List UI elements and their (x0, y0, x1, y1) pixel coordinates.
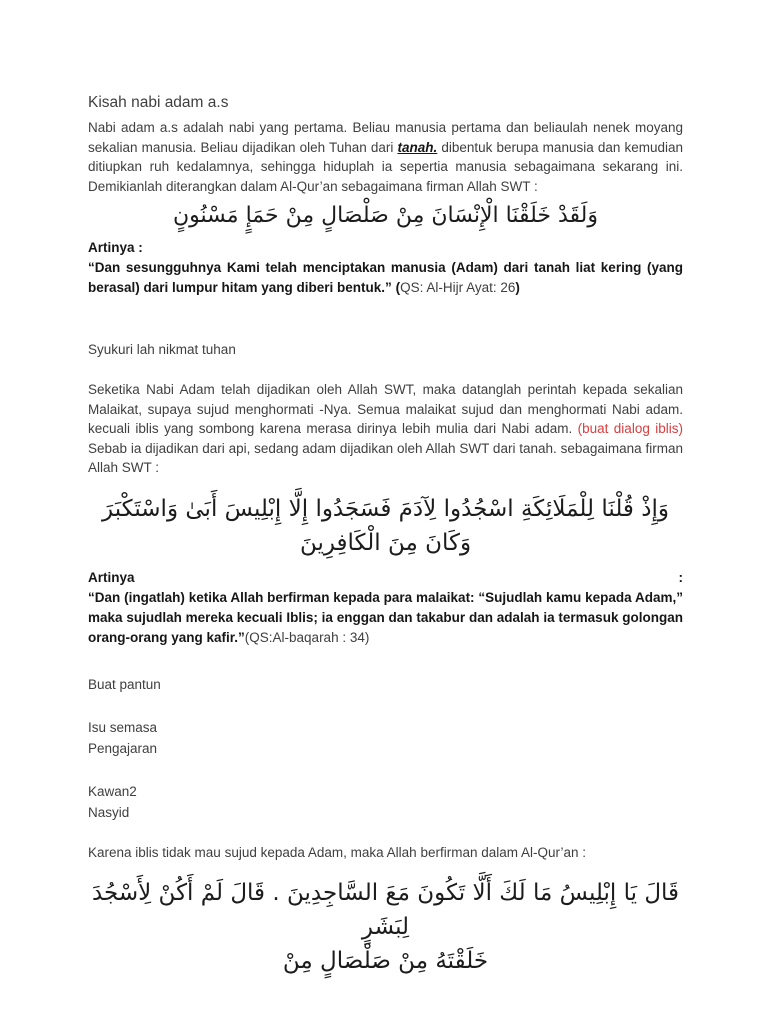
note-pengajaran: Pengajaran (88, 740, 158, 756)
note-kawan2: Kawan2 (88, 783, 137, 799)
arabic-verse-line: قَالَ يَا إِبْلِيسُ مَا لَكَ أَلَّا تَكُونَ مَعَ السَّاجِدِينَ . قَالَ لَمْ أَكُنْ لِأَسْجُدَ لِبَشَرٍ (91, 880, 680, 940)
paragraph-malaikat-text: Seketika Nabi Adam telah dijadikan oleh Allah SWT, maka datanglah perintah kepada sekalian Malaikat, supaya sujud menghormati -Nya. Semua malaikat sujud dan menghormati Nabi adam. kecuali iblis yang sombong karena merasa dirinya lebih mulia dari Nabi adam. (88, 382, 683, 436)
paragraph-malaikat (88, 380, 683, 478)
arabic-verse-al-hijr-32-33 (88, 876, 683, 978)
ref-open-paren: ( (395, 280, 401, 295)
translation-quote-1 (88, 258, 683, 298)
artinya-label-2-row (88, 568, 683, 588)
page-title: Kisah nabi adam a.s (88, 94, 229, 111)
reference-al-baqarah-34: (QS:Al-baqarah : 34) (244, 629, 370, 645)
arabic-verse-line: خَلَقْتَهُ مِنْ صَلْصَالٍ مِنْ (282, 948, 489, 974)
translation-quote-1-text: “Dan sesungguhnya Kami telah menciptakan manusia (Adam) dari tanah liat kering (yang berasal) dari lumpur hitam yang diberi bentuk.” (88, 260, 683, 295)
artinya-label-2-colon: : (678, 569, 683, 585)
arabic-verse-line: وَإِذْ قُلْنَا لِلْمَلَائِكَةِ اسْجُدُوا لِآدَمَ فَسَجَدُوا إِلَّا إِبْلِيسَ أَبَىٰ وَاسْتَكْبَرَ (102, 495, 669, 522)
red-note-buat-dialog-iblis: (buat dialog iblis) (577, 421, 683, 436)
paragraph-intro (88, 118, 683, 196)
arabic-verse-al-hijr-26: وَلَقَدْ خَلَقْنَا الْإِنْسَانَ مِنْ صَلْصَالٍ مِنْ حَمَإٍ مَسْنُونٍ (173, 203, 598, 228)
artinya-label-2: Artinya (88, 569, 135, 585)
note-buat-pantun: Buat pantun (88, 676, 161, 692)
reference-al-hijr-26: QS: Al-Hijr Ayat: 26 (400, 280, 516, 295)
paragraph-intro-text: Nabi adam a.s adalah nabi yang pertama. Beliau manusia pertama dan beliaulah nenek moyang sekalian manusia. Beliau dijadikan oleh Tuhan dari (88, 120, 683, 155)
translation-quote-2 (88, 588, 683, 648)
ref-close-paren: ) (515, 280, 520, 295)
artinya-label-1: Artinya : (88, 240, 143, 255)
arabic-verse-line: وَكَانَ مِنَ الْكَافِرِينَ (299, 529, 472, 556)
note-isu-semasa: Isu semasa (88, 719, 158, 735)
paragraph-malaikat-text-after: Sebab ia dijadikan dari api, sedang adam dijadikan oleh Allah SWT dari tanah. sebagaimana firman Allah SWT : (88, 440, 683, 475)
arabic-verse-al-baqarah-34 (88, 492, 683, 560)
emphasis-tanah: tanah. (397, 139, 438, 155)
translation-quote-2-text: “Dan (ingatlah) ketika Allah berfirman kepada para malaikat: “Sujudlah kamu kepada Adam,” maka sujudlah mereka kecuali Iblis; ia enggan dan takabur dan adalah ia termasuk golongan orang-orang yang kafir.” (88, 589, 683, 645)
note-syukuri: Syukuri lah nikmat tuhan (88, 342, 236, 357)
paragraph-karena-iblis: Karena iblis tidak mau sujud kepada Adam, maka Allah berfirman dalam Al-Qur’an : (88, 844, 587, 860)
note-nasyid: Nasyid (88, 804, 130, 820)
paragraph-intro-text-after: dibentuk berupa manusia dan kemudian ditiupkan ruh kedalamnya, sehingga hiduplah ia sepertia manusia sebagaimana sekarang ini. Demikianlah diterangkan dalam Al-Qur’an sebagaimana firman Allah SWT : (88, 139, 683, 194)
